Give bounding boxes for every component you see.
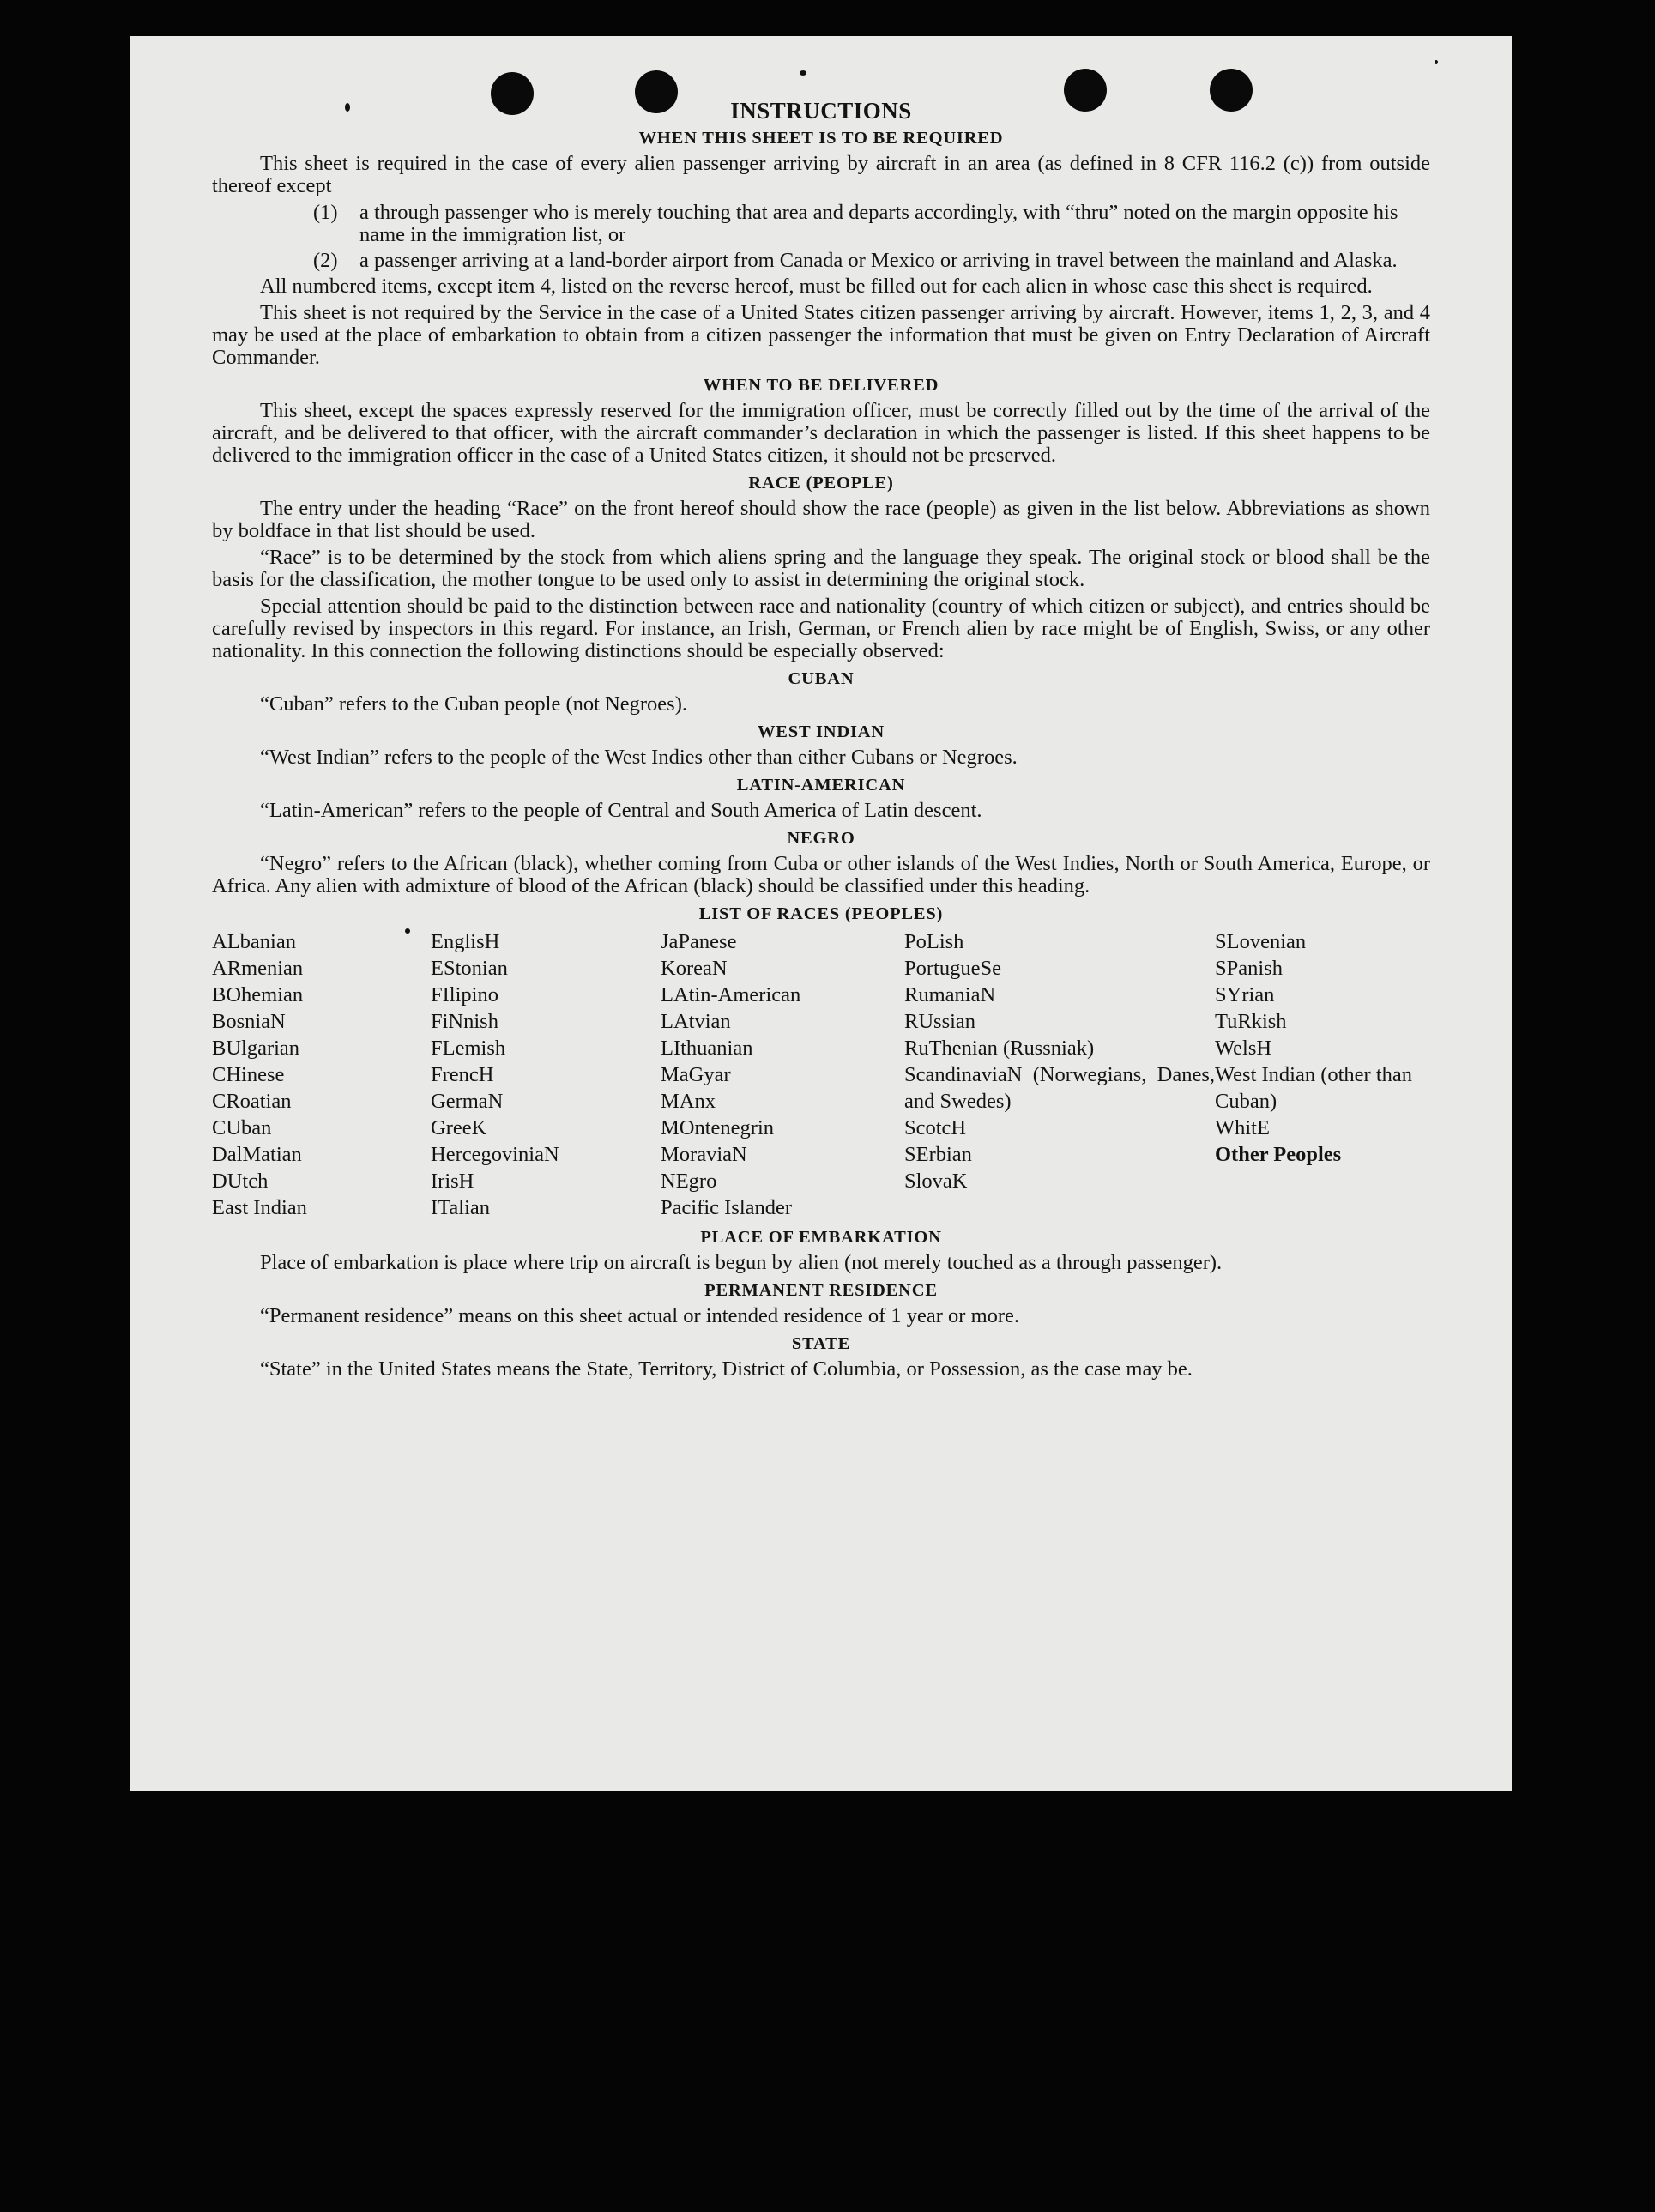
race-entry: TuRkish xyxy=(1215,1010,1287,1033)
race-entry: FLemish xyxy=(431,1036,506,1060)
race-entry: MAnx xyxy=(661,1090,716,1113)
paragraph: “Negro” refers to the African (black), whether coming from Cuba or other islands of the West Indies, North or South America, Europe, or Africa. Any alien with admixture of blood of the African (black) should be classified under this heading. xyxy=(212,852,1430,897)
race-entry: SErbian xyxy=(904,1143,972,1166)
race-entry: EnglisH xyxy=(431,930,500,953)
section-heading: STATE xyxy=(791,1334,851,1353)
race-entry: PoLish xyxy=(904,930,964,953)
race-entry: ScotcH xyxy=(904,1116,967,1139)
race-entry: ALbanian xyxy=(212,930,296,953)
race-entry: East Indian xyxy=(212,1196,307,1219)
section-heading: LATIN-AMERICAN xyxy=(736,776,906,795)
race-entry: GreeK xyxy=(431,1116,487,1139)
paragraph: This sheet, except the spaces expressly reserved for the immigration officer, must be correctly filled out by the time of the arrival of the aircraft, and be delivered to that officer, with the aircraft commander’s declaration in which the passenger is listed. If this sheet happens to be delivered to the immigration officer in the case of a United States citizen, it should not be preserved. xyxy=(212,399,1430,467)
race-entry: ARmenian xyxy=(212,957,304,980)
race-entry: West Indian (other than Cuban) xyxy=(1215,1063,1413,1113)
race-entry: MoraviaN xyxy=(661,1143,747,1166)
paragraph: “Race” is to be determined by the stock from which aliens spring and the language they speak. The original stock or blood shall be the basis for the classification, the mother tongue to be used only to assist in determining the original stock. xyxy=(212,546,1430,591)
race-entry: SPanish xyxy=(1215,957,1283,980)
race-entry: FiNnish xyxy=(431,1010,498,1033)
race-entry: ITalian xyxy=(431,1196,491,1219)
race-column xyxy=(1215,928,1430,1221)
race-entry: WelsH xyxy=(1215,1036,1272,1060)
section-heading: LIST OF RACES (PEOPLES) xyxy=(698,904,944,923)
race-entry: MOntenegrin xyxy=(661,1116,774,1139)
race-entry: DalMatian xyxy=(212,1143,302,1166)
section-heading: NEGRO xyxy=(787,829,855,848)
paragraph: This sheet is not required by the Service in the case of a United States citizen passenger arriving by aircraft. However, items 1, 2, 3, and 4 may be used at the place of embarkation to obtain from a citizen passenger the information that must be given on Entry Declaration of Aircraft Commander. xyxy=(212,301,1430,369)
race-entry: IrisH xyxy=(431,1169,474,1193)
section-heading: PERMANENT RESIDENCE xyxy=(704,1281,938,1300)
race-entry: SlovaK xyxy=(904,1169,968,1193)
race-entry: MaGyar xyxy=(661,1063,731,1086)
race-entry: WhitE xyxy=(1215,1116,1270,1139)
race-list xyxy=(212,928,1430,1221)
exception-item xyxy=(313,202,1430,246)
paragraph: “West Indian” refers to the people of the West Indies other than either Cubans or Negroes. xyxy=(260,746,1018,769)
item-text: a through passenger who is merely touching that area and departs accordingly, with “thru” noted on the margin opposite his name in the immigration list, or xyxy=(359,201,1398,246)
item-number: (2) xyxy=(313,249,338,272)
race-entry: GermaN xyxy=(431,1090,504,1113)
section-heading: WHEN THIS SHEET IS TO BE REQUIRED xyxy=(638,129,1004,148)
instructions-content xyxy=(212,100,1430,1385)
document-sheet xyxy=(130,36,1512,1791)
race-entry: LAtin-American xyxy=(661,983,801,1006)
race-column xyxy=(212,928,431,1221)
paragraph: Place of embarkation is place where trip on aircraft is begun by alien (not merely touched as a through passenger). xyxy=(260,1251,1223,1274)
race-entry: HercegoviniaN xyxy=(431,1143,559,1166)
race-entry: EStonian xyxy=(431,957,508,980)
race-entry: DUtch xyxy=(212,1169,269,1193)
race-column xyxy=(904,928,1215,1221)
section-heading: PLACE OF EMBARKATION xyxy=(700,1228,942,1247)
race-entry: LIthuanian xyxy=(661,1036,753,1060)
race-entry: PortugueSe xyxy=(904,957,1001,980)
race-entry: RUssian xyxy=(904,1010,976,1033)
paragraph: This sheet is required in the case of every alien passenger arriving by aircraft in an area (as defined in 8 CFR 116.2 (c)) from outside thereof except xyxy=(212,152,1430,197)
paragraph: “State” in the United States means the State, Territory, District of Columbia, or Possession, as the case may be. xyxy=(260,1357,1193,1381)
exception-item xyxy=(313,250,1430,272)
section-heading: WHEN TO BE DELIVERED xyxy=(703,376,939,395)
speck xyxy=(1435,60,1438,64)
race-entry: CHinese xyxy=(212,1063,285,1086)
paragraph: Special attention should be paid to the distinction between race and nationality (country of which citizen or subject), and entries should be carefully revised by inspectors in this regard. For instance, an Irish, German, or French alien by race might be of English, Swiss, or any other nationality. In this connection the following distinctions should be especially observed: xyxy=(212,595,1430,662)
item-text: a passenger arriving at a land-border airport from Canada or Mexico or arriving in travel between the mainland and Alaska. xyxy=(359,249,1398,272)
race-entry: SLovenian xyxy=(1215,930,1307,953)
race-entry: SYrian xyxy=(1215,983,1275,1006)
item-number: (1) xyxy=(313,201,338,224)
race-entry: JaPanese xyxy=(661,930,737,953)
race-entry: LAtvian xyxy=(661,1010,731,1033)
race-entry: RumaniaN xyxy=(904,983,996,1006)
section-heading: WEST INDIAN xyxy=(758,722,885,741)
race-entry: BosniaN xyxy=(212,1010,286,1033)
race-entry: FrencH xyxy=(431,1063,494,1086)
race-entry: KoreaN xyxy=(661,957,728,980)
paragraph: “Cuban” refers to the Cuban people (not Negroes). xyxy=(260,692,687,716)
paragraph: The entry under the heading “Race” on the front hereof should show the race (people) as given in the list below. Abbreviations as shown by boldface in that list should be used. xyxy=(212,497,1430,542)
race-entry: Other Peoples xyxy=(1215,1143,1342,1166)
paragraph: All numbered items, except item 4, listed on the reverse hereof, must be filled out for each alien in whose case this sheet is required. xyxy=(260,275,1373,298)
paragraph: “Permanent residence” means on this sheet actual or intended residence of 1 year or more. xyxy=(260,1304,1020,1327)
instructions-title: INSTRUCTIONS xyxy=(730,98,912,124)
race-entry: RuThenian (Russniak) xyxy=(904,1036,1095,1060)
section-heading: CUBAN xyxy=(788,669,855,688)
race-entry: ScandinaviaN (Norwegians, Danes, and Swedes) xyxy=(904,1063,1215,1113)
race-entry: Pacific Islander xyxy=(661,1196,793,1219)
race-entry: FIlipino xyxy=(431,983,498,1006)
speck xyxy=(800,70,806,76)
race-entry: BOhemian xyxy=(212,983,304,1006)
paragraph: “Latin-American” refers to the people of Central and South America of Latin descent. xyxy=(260,799,982,822)
race-column xyxy=(661,928,904,1221)
section-heading: RACE (PEOPLE) xyxy=(748,474,894,493)
race-entry: BUlgarian xyxy=(212,1036,300,1060)
race-entry: CUban xyxy=(212,1116,272,1139)
race-column xyxy=(431,928,661,1221)
race-entry: CRoatian xyxy=(212,1090,292,1113)
race-entry: NEgro xyxy=(661,1169,717,1193)
